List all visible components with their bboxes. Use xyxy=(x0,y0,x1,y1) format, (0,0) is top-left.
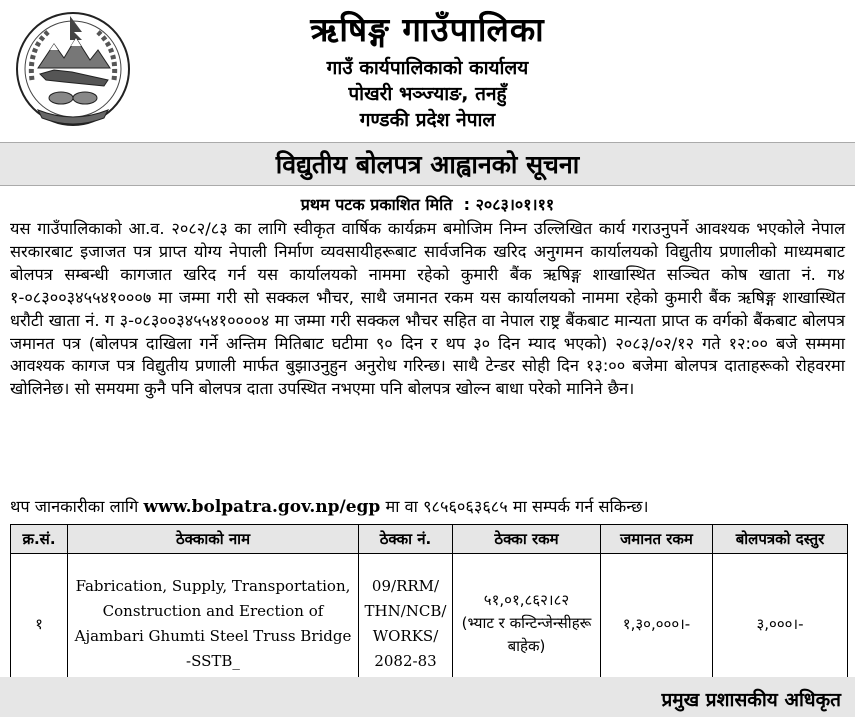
organization-name: ऋषिङ्ग गाउँपालिका xyxy=(310,10,545,49)
cell-contract-name: Fabrication, Supply, Transportation, Construction and Erection of Ajambari Ghumti Steel Truss Bridge -SSTB_ xyxy=(68,554,359,694)
contact-mid: मा वा xyxy=(385,497,418,516)
cell-sn: १ xyxy=(11,554,68,694)
notice-title-band xyxy=(0,142,855,186)
amount-note: (भ्याट र कन्टिन्जेन्सीहरू बाहेक) xyxy=(461,614,592,655)
notice-body: यस गाउँपालिकाको आ.व. २०८२/८३ का लागि स्वीकृत वार्षिक कार्यक्रम बमोजिम निम्न उल्लिखित कार्य गराउनुपर्ने आवश्यक भएकोले नेपाल सरकारबाट इजाजत पत्र प्राप्त योग्य नेपाली निर्माण व्यवसायीहरूबाट सार्वजनिक खरिद अनुगमन कार्यालयको विद्युतीय प्रणालीको माध्यमबाट बोलपत्र सम्बन्धी कागजात खरिद गर्न यस कार्यालयको नाममा रहेको कुमारी बैंक ऋषिङ्ग शाखास्थित सञ्चित कोष खाता नं. ग४ १-०८३००३४५५४१०००७ मा जम्मा गरी सो सक्कल भौचर, साथै जमानत रकम यस कार्यालयको नाममा रहेको कुमारी बैंक ऋषिङ्ग शाखास्थित धरौटी खाता नं. ग ३-०८३००३४५५४१००००४ मा जम्मा गरी सक्कल भौचर सहित वा नेपाल राष्ट्र बैंकबाट मान्यता प्राप्त क वर्गको बैंकबाट बोलपत्र जमानत पत्र (बोलपत्र दाखिला गर्ने अन्तिम मितिबाट घटीमा ९० दिन र थप ३० दिन म्याद भएको) २०८३/०२/१२ गते १२:०० बजे सम्ममा आवश्यक कागज पत्र विद्युतीय प्रणाली मार्फत बुझाउनुहुन अनुरोध गरिन्छ। साथै टेन्डर सोही दिन १३:०० बजेमा बोलपत्र दाताहरूको रोहवरमा खोलिनेछ। सो समयमा कुनै पनि बोलपत्र दाता उपस्थित नभएमा पनि बोलपत्र खोल्न बाधा परेको मानिने छैन। xyxy=(10,219,845,399)
cell-amount xyxy=(453,554,601,694)
table-row xyxy=(11,554,848,694)
bolpatra-link[interactable]: www.bolpatra.gov.np/egp xyxy=(143,497,381,517)
col-header-fee: बोलपत्रको दस्तुर xyxy=(713,525,848,554)
col-header-sn: क्र.सं. xyxy=(11,525,68,554)
cell-contract-no: 09/RRM/ THN/NCB/ WORKS/ 2082-83 xyxy=(359,554,453,694)
contact-line xyxy=(10,496,845,518)
notice-title: विद्युतीय बोलपत्र आह्वानको सूचना xyxy=(275,150,580,179)
contract-amount: ५१,०१,८६२।८२ xyxy=(483,591,570,609)
cell-fee: ३,०००।- xyxy=(713,554,848,694)
published-date: २०८३।०१।११ xyxy=(475,195,555,214)
col-header-name: ठेक्काको नाम xyxy=(68,525,359,554)
col-header-amount: ठेक्का रकम xyxy=(453,525,601,554)
col-header-contract-no: ठेक्का नं. xyxy=(359,525,453,554)
signoff-title: प्रमुख प्रशासकीय अधिकृत xyxy=(661,689,841,711)
office-name: गाउँ कार्यपालिकाको कार्यालय xyxy=(326,57,529,79)
province-name: गण्डकी प्रदेश नेपाल xyxy=(359,109,496,131)
cell-bid-security: १,३०,०००।- xyxy=(601,554,713,694)
published-date-line: प्रथम पटक प्रकाशित मिति : २०८३।०१।११ xyxy=(300,195,555,214)
table-header-row xyxy=(11,525,848,554)
office-address: पोखरी भञ्ज्याङ, तनहुँ xyxy=(348,83,507,105)
contact-prefix: थप जानकारीका लागि xyxy=(10,497,139,516)
contact-suffix: मा सम्पर्क गर्न सकिन्छ। xyxy=(512,497,649,516)
tender-table xyxy=(10,524,848,694)
published-label: प्रथम पटक प्रकाशित मिति xyxy=(300,195,453,214)
footer-band xyxy=(0,677,855,717)
contact-phone: ९८५६०६३६८५ xyxy=(423,497,508,516)
col-header-bid-security: जमानत रकम xyxy=(601,525,713,554)
